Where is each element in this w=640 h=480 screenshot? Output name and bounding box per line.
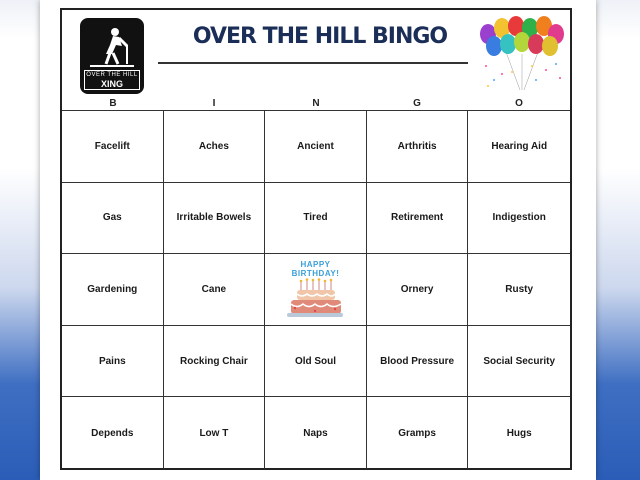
page-title: OVER THE HILL BINGO [192,24,448,49]
bingo-cell: Naps [265,397,367,469]
bingo-cell: Hugs [506,427,532,439]
bingo-cell: Arthritis [367,111,469,183]
bingo-cell: Depends [62,397,164,469]
old-man-cane-icon [86,24,138,68]
free-space-line-2: BIRTHDAY! [291,269,340,279]
column-letter-n: N [312,98,320,109]
bingo-cell: Gardening [62,254,164,326]
bingo-cell: Pains [62,326,164,398]
bingo-cell: Gas [62,183,164,255]
column-letter-o: O [515,98,523,109]
bingo-cell: Tired [265,183,367,255]
bingo-cell: Gramps [367,397,469,469]
bingo-cell: Facelift [62,111,164,183]
bingo-grid [62,110,570,469]
bingo-cell: Retirement [367,183,469,255]
bingo-cell: Social Security [468,326,570,398]
bingo-cell: Low T [164,397,266,469]
sign-line-1: OVER THE HILL [86,72,138,78]
bingo-cell: Cane [164,254,266,326]
sign-line-2: XING [100,79,123,89]
column-letter-b: B [109,98,117,109]
bingo-cell: Hearing Aid [468,111,570,183]
bingo-cell: Rusty [468,254,570,326]
bingo-cell: Indigestion [468,183,570,255]
over-the-hill-sign [80,18,144,94]
bingo-cell: Old Soul [265,326,367,398]
bingo-cell: Blood Pressure [367,326,469,398]
bingo-cell: Aches [164,111,266,183]
column-letter-g: G [413,98,421,109]
balloons-icon [476,14,568,92]
card-header [62,10,570,106]
sign-label [84,70,140,90]
bingo-cell: Ornery [367,254,469,326]
bingo-cell: Irritable Bowels [164,183,266,255]
bingo-card [60,8,572,470]
free-space-line-1: HAPPY [300,260,331,270]
bingo-cell: Rocking Chair [164,326,266,398]
column-letter-i: I [212,98,216,109]
bingo-sheet [40,0,596,480]
bingo-cell: Ancient [265,111,367,183]
birthday-cake-icon [287,278,343,318]
free-space [265,254,367,326]
title-underline [158,62,468,64]
